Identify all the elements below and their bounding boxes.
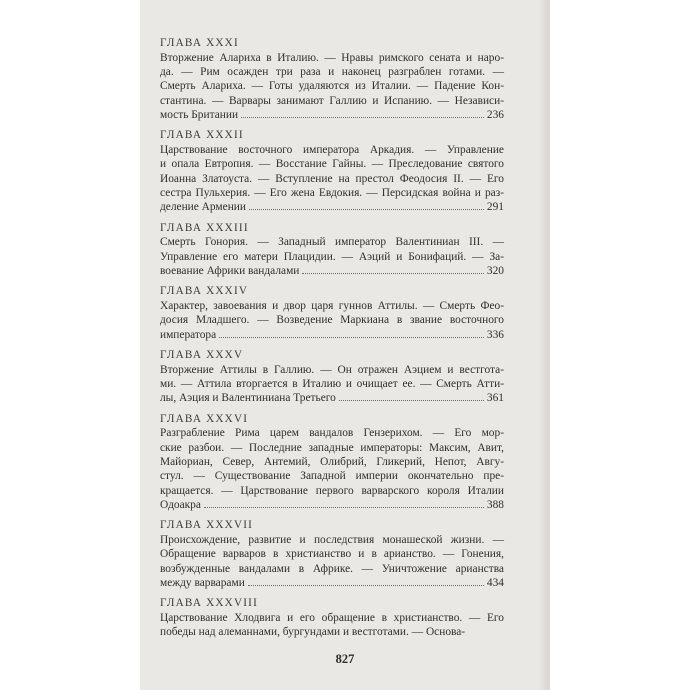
chapter-title: ГЛАВА XXXII [160, 129, 244, 142]
chapter-summary-line: Майориан, Север, Антемий, Олибрий, Гликерий, Непот, Авгу- [160, 456, 504, 469]
chapter-summary-line: сестра Пульхерия. — Его жена Евдокия. — Персидская война и раз- [160, 186, 504, 199]
page-gutter-shadow [538, 0, 550, 690]
toc-leader-row [160, 498, 504, 512]
chapter-summary-line: возбужденные вандалами в Африке. — Уничтожение арианства [160, 562, 504, 575]
chapter-summary-line: и опала Евтропия. — Восстание Гайны. — Преследование святого [160, 158, 504, 171]
chapter-summary-line: стул. — Существование Западной империи окончательно пре- [160, 470, 504, 483]
chapter-page-number: 291 [486, 201, 504, 214]
chapter-summary-line: Царствование Хлодвига и его обращение в христианство. — Его [160, 611, 504, 624]
chapter-title: ГЛАВА XXXIV [160, 285, 249, 298]
chapter-title: ГЛАВА XXXIII [160, 221, 249, 234]
toc-entry [160, 285, 522, 342]
chapter-summary-line: победы над алеманнами, бургундами и вестготами. — Основа- [160, 626, 466, 639]
toc-entry [160, 222, 522, 279]
toc-leader-row [160, 200, 504, 214]
chapter-summary-line: Происхождение, развитие и последствия монашеской жизни. — [160, 534, 504, 546]
chapter-summary-line: воевание Африки вандалами [160, 264, 300, 277]
chapter-summary-line: Вторжение Алариха в Италию. — Нравы римского сената и наро- [160, 51, 504, 64]
chapter-title: ГЛАВА XXXVII [160, 519, 254, 532]
dot-leader [204, 506, 484, 508]
toc-leader-row [160, 328, 504, 342]
chapter-summary-line: императора [160, 328, 217, 341]
chapter-summary-line: стантина. — Варвары занимают Галлию и Испанию. — Независи- [160, 94, 504, 107]
chapter-summary-line: Управление его матери Плацидии. — Аэций и Бонифаций. — За- [160, 250, 504, 263]
book-page [140, 0, 550, 690]
table-of-contents [160, 37, 522, 647]
chapter-title: ГЛАВА XXXVIII [160, 597, 259, 610]
dot-leader [302, 272, 484, 274]
page-number: 827 [335, 652, 355, 666]
dot-leader [219, 336, 484, 338]
chapter-summary-line: мость Британии [160, 108, 239, 121]
chapter-summary-line: ские разбои. — Последние западные императоры: Максим, Авит, [160, 441, 504, 454]
toc-entry [160, 519, 522, 590]
chapter-summary-line: Разграбление Рима царем вандалов Гензерихом. — Его мор- [160, 427, 504, 440]
chapter-summary-line: Обращение варваров в христианство и в арианство. — Гонения, [160, 548, 504, 561]
chapter-title: ГЛАВА XXXV [160, 348, 244, 361]
chapter-summary-line: Характер, завоевания и двор царя гуннов Аттилы. — Смерть Фео- [160, 300, 504, 313]
chapter-summary-line: Смерть Гонория. — Западный император Валентиниан III. — [160, 236, 504, 249]
chapter-title: ГЛАВА XXXVI [160, 412, 249, 425]
chapter-summary-line: кращается. — Царствование первого варварского короля Италии [160, 484, 504, 497]
toc-leader-row [160, 108, 504, 122]
toc-entry [160, 349, 522, 406]
chapter-page-number: 236 [486, 108, 504, 121]
dot-leader [249, 208, 484, 210]
chapter-summary-line: между варварами [160, 576, 245, 589]
dot-leader [339, 399, 484, 401]
chapter-summary-line: лы, Аэция и Валентиниана Третьего [160, 392, 336, 405]
toc-entry [160, 129, 522, 214]
chapter-page-number: 361 [486, 392, 504, 405]
toc-leader-row [160, 391, 504, 405]
chapter-page-number: 434 [486, 576, 504, 589]
chapter-page-number: 320 [486, 264, 504, 277]
chapter-title: ГЛАВА XXXI [160, 37, 239, 49]
chapter-page-number: 388 [486, 498, 504, 511]
chapter-summary-line: Смерть Алариха. — Готы удаляются из Италии. — Падение Кон- [160, 80, 504, 93]
chapter-summary-line: Царствование восточного императора Аркадия. — Управление [160, 144, 504, 157]
dot-leader [248, 584, 484, 586]
chapter-page-number: 336 [486, 328, 504, 341]
chapter-summary-line: досия Младшего. — Возведение Маркиана в звание восточного [160, 314, 504, 327]
chapter-summary-line: ми. — Аттила вторгается в Италию и очищает ее. — Смерть Атти- [160, 378, 504, 391]
chapter-summary-line: Иоанна Златоуста. — Вступление на престол Феодосия II. — Его [160, 172, 504, 185]
chapter-summary-line: деление Армении [160, 201, 246, 214]
chapter-summary-line: да. — Рим осажден три раза и наконец разграблен готами. — [160, 66, 504, 79]
toc-entry [160, 597, 522, 639]
dot-leader [241, 116, 484, 118]
toc-entry [160, 413, 522, 513]
chapter-summary-line: Одоакра [160, 498, 201, 511]
chapter-summary-line: Вторжение Аттилы в Галлию. — Он отражен Аэцием и вестгота- [160, 363, 504, 376]
toc-leader-row [160, 576, 504, 590]
toc-leader-row [160, 264, 504, 278]
toc-entry [160, 37, 522, 122]
